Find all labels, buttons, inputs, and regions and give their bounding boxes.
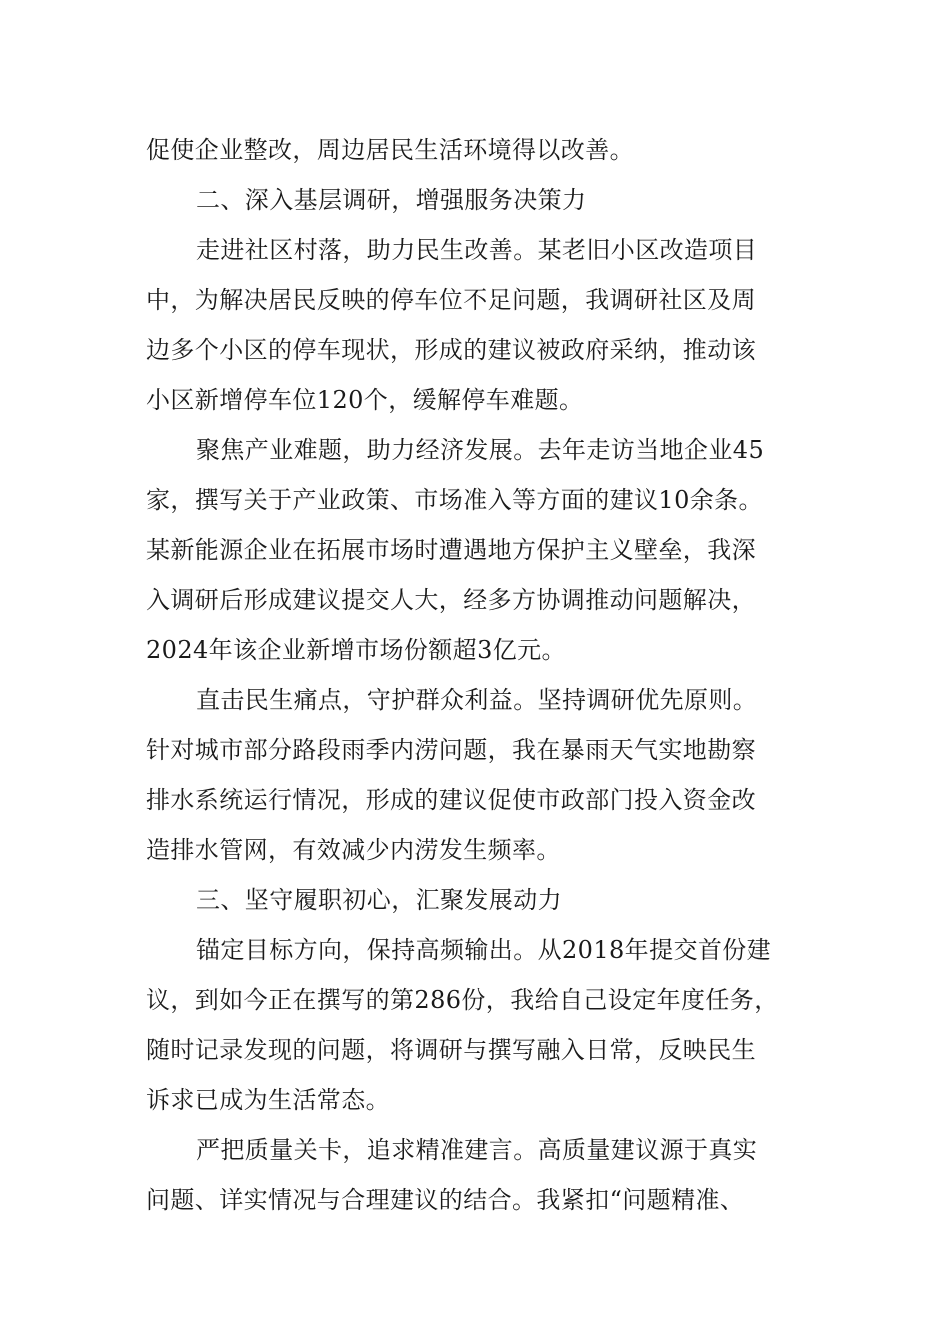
text-line: 锚定目标方向，保持高频输出。从2018年提交首份建 <box>196 936 772 964</box>
text-line: 诉求已成为生活常态。 <box>146 1086 390 1114</box>
text-line: 议，到如今正在撰写的第286份，我给自己设定年度任务， <box>146 986 779 1014</box>
text-line: 排水系统运行情况，形成的建议促使市政部门投入资金改 <box>146 786 756 814</box>
text-line: 问题、详实情况与合理建议的结合。我紧扣“问题精准、 <box>146 1186 745 1214</box>
text-line: 中，为解决居民反映的停车位不足问题，我调研社区及周 <box>146 286 756 314</box>
text-line: 促使企业整改，周边居民生活环境得以改善。 <box>146 136 634 164</box>
text-line: 造排水管网，有效减少内涝发生频率。 <box>146 836 561 864</box>
text-line: 随时记录发现的问题，将调研与撰写融入日常，反映民生 <box>146 1036 756 1064</box>
text-line: 某新能源企业在拓展市场时遭遇地方保护主义壁垒，我深 <box>146 536 756 564</box>
text-line: 2024年该企业新增市场份额超3亿元。 <box>146 636 566 664</box>
text-line: 小区新增停车位120个，缓解停车难题。 <box>146 386 584 414</box>
text-line: 家，撰写关于产业政策、市场准入等方面的建议10余条。 <box>146 486 763 514</box>
text-line: 直击民生痛点，守护群众利益。坚持调研优先原则。 <box>196 686 758 714</box>
text-line: 入调研后形成建议提交人大，经多方协调推动问题解决， <box>146 586 756 614</box>
section-heading-3: 三、坚守履职初心，汇聚发展动力 <box>196 886 562 914</box>
section-heading-2: 二、深入基层调研，增强服务决策力 <box>196 186 587 214</box>
text-line: 聚焦产业难题，助力经济发展。去年走访当地企业45 <box>196 436 765 464</box>
text-line: 针对城市部分路段雨季内涝问题，我在暴雨天气实地勘察 <box>146 736 756 764</box>
text-line: 走进社区村落，助力民生改善。某老旧小区改造项目 <box>196 236 758 264</box>
text-line: 边多个小区的停车现状，形成的建议被政府采纳，推动该 <box>146 336 756 364</box>
text-line: 严把质量关卡，追求精准建言。高质量建议源于真实 <box>196 1136 758 1164</box>
